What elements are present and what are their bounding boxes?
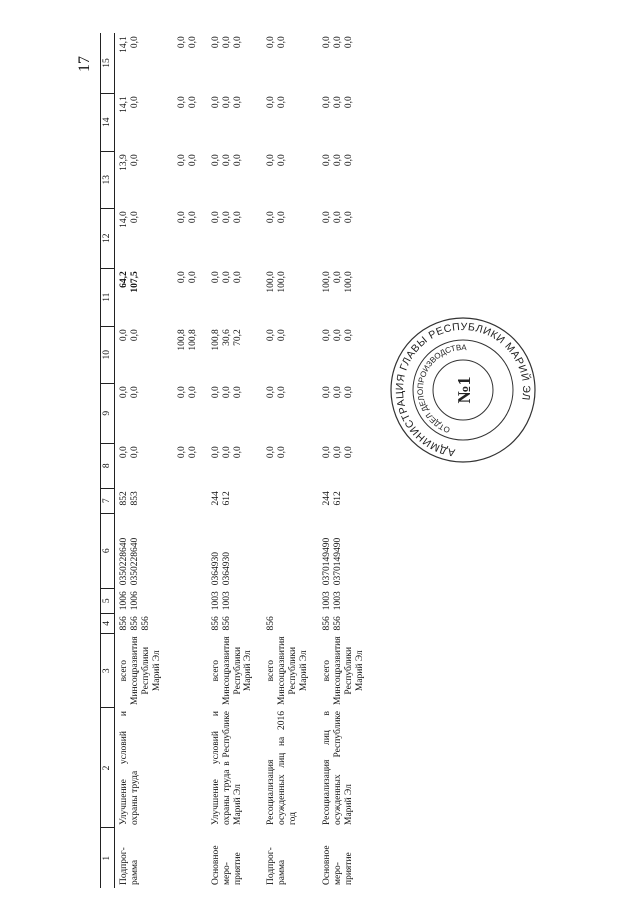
cell-line: 853 — [129, 491, 140, 506]
budget-table — [100, 33, 374, 888]
header-cell-2: 2 — [101, 708, 115, 828]
cell-line: 0,0 — [129, 96, 140, 109]
cell-line: 1006 — [129, 591, 140, 611]
cell-col-1 — [115, 828, 207, 888]
cell-line: 0,0 — [187, 386, 198, 399]
cell-line: 0,0 — [210, 36, 221, 49]
cell-col-5 — [262, 588, 318, 613]
cell-line: 0,0 — [210, 446, 221, 459]
cell-line: 100,0 — [266, 271, 277, 293]
cell-line: 0,0 — [232, 154, 243, 167]
cell-line: 0,0 — [266, 96, 277, 109]
cell-line: Марий Эл — [354, 650, 365, 692]
cell-col-3 — [207, 633, 263, 708]
cell-col-10 — [207, 326, 263, 383]
cell-line: 0,0 — [187, 154, 198, 167]
cell-line: Основное — [322, 845, 333, 885]
cell-col-1 — [207, 828, 263, 888]
cell-line: 0,0 — [322, 386, 333, 399]
cell-line: 0,0 — [322, 446, 333, 459]
cell-line: 0364930 — [221, 551, 232, 586]
cell-line: 0,0 — [277, 36, 288, 49]
cell-col-12 — [115, 208, 207, 268]
cell-line: Марий Эл — [243, 650, 254, 692]
cell-col-5 — [115, 588, 207, 613]
cell-col-15 — [318, 33, 374, 93]
cell-line: 0,0 — [210, 386, 221, 399]
spacer — [141, 329, 177, 380]
cell-line: 0350228640 — [119, 537, 129, 586]
cell-line: всего — [322, 660, 333, 682]
cell-col-15 — [262, 33, 318, 93]
cell-line: меро- — [221, 862, 232, 885]
cell-line: 0,0 — [332, 329, 343, 342]
cell-col-3 — [115, 633, 207, 708]
cell-line: 0,0 — [176, 96, 187, 109]
cell-line: 0,0 — [221, 154, 232, 167]
header-cell-7: 7 — [101, 488, 115, 513]
cell-line: 0,0 — [119, 386, 129, 399]
cell-line: 64,2 — [119, 271, 129, 288]
cell-col-13 — [115, 151, 207, 208]
cell-line: 0,0 — [266, 154, 277, 167]
cell-col-10 — [318, 326, 374, 383]
cell-line: 0,0 — [232, 446, 243, 459]
header-cell-1: 1 — [101, 828, 115, 888]
cell-line: 0,0 — [176, 154, 187, 167]
cell-line: Минсоцразвития — [332, 636, 343, 705]
cell-line: 100,0 — [277, 271, 288, 293]
cell-col-6 — [318, 513, 374, 588]
cell-col-8 — [262, 443, 318, 488]
cell-line: 0,0 — [221, 211, 232, 224]
cell-line: 0,0 — [176, 386, 187, 399]
cell-line: 0,0 — [221, 96, 232, 109]
cell-col-13 — [318, 151, 374, 208]
cell-line: 1003 — [332, 591, 343, 611]
cell-col-11 — [115, 268, 207, 326]
cell-line: приятие — [343, 852, 354, 885]
cell-col-12 — [262, 208, 318, 268]
cell-line: 0,0 — [187, 446, 198, 459]
table-row — [115, 33, 207, 888]
cell-col-9 — [115, 383, 207, 443]
table-row — [262, 33, 318, 888]
header-cell-4: 4 — [101, 613, 115, 633]
cell-col-2: Ресоциализация осужденных лиц на 2016 год — [266, 711, 299, 825]
header-cell-6: 6 — [101, 513, 115, 588]
spacer — [141, 446, 177, 485]
cell-col-4 — [318, 613, 374, 633]
spacer — [141, 211, 177, 265]
cell-col-6 — [262, 513, 318, 588]
cell-line: 0,0 — [343, 96, 354, 109]
cell-line: 0,0 — [332, 446, 343, 459]
cell-col-14 — [318, 93, 374, 151]
cell-line: Минсоцразвития — [277, 636, 288, 705]
cell-line: 0364930 — [210, 551, 221, 586]
cell-line: 0,0 — [277, 386, 288, 399]
cell-line: 0,0 — [221, 386, 232, 399]
cell-col-1 — [262, 828, 318, 888]
cell-line: Республики — [140, 646, 151, 695]
cell-line: 0,0 — [266, 36, 277, 49]
cell-line: Республики — [232, 646, 243, 695]
cell-col-12 — [207, 208, 263, 268]
cell-col-3 — [318, 633, 374, 708]
header-cell-9: 9 — [101, 383, 115, 443]
header-cell-12: 12 — [101, 208, 115, 268]
cell-col-5 — [207, 588, 263, 613]
cell-line: 0,0 — [210, 211, 221, 224]
cell-col-8 — [115, 443, 207, 488]
cell-line: 100,0 — [343, 271, 354, 293]
cell-line: 0,0 — [277, 154, 288, 167]
cell-line: 0,0 — [187, 271, 198, 284]
cell-line: 0,0 — [210, 96, 221, 109]
cell-line: всего — [266, 660, 277, 682]
cell-col-8 — [207, 443, 263, 488]
cell-col-10 — [115, 326, 207, 383]
cell-line: Республики — [288, 646, 299, 695]
cell-col-9 — [262, 383, 318, 443]
cell-line: 0,0 — [332, 386, 343, 399]
header-row — [101, 33, 115, 888]
cell-col-4 — [115, 613, 207, 633]
table-row — [318, 33, 374, 888]
cell-col-4 — [262, 613, 318, 633]
cell-line: 0,0 — [277, 211, 288, 224]
cell-line: Основное — [210, 845, 221, 885]
cell-col-7 — [207, 488, 263, 513]
cell-line: 856 — [140, 616, 151, 631]
cell-col-11 — [262, 268, 318, 326]
cell-line: 0,0 — [322, 329, 333, 342]
cell-line: 0,0 — [266, 329, 277, 342]
cell-line: 0,0 — [221, 446, 232, 459]
cell-line: 107,5 — [129, 271, 140, 293]
header-cell-15: 15 — [101, 33, 115, 93]
cell-line: всего — [119, 660, 129, 682]
cell-line: 30,6 — [221, 329, 232, 346]
cell-line: 0,0 — [277, 96, 288, 109]
cell-line: 0,0 — [332, 271, 343, 284]
cell-line: Марий Эл — [151, 650, 162, 692]
cell-line: 856 — [129, 616, 140, 631]
header-cell-13: 13 — [101, 151, 115, 208]
cell-line: 14,1 — [119, 96, 129, 113]
cell-line: 856 — [221, 616, 232, 631]
cell-col-14 — [207, 93, 263, 151]
cell-line: 0,0 — [322, 36, 333, 49]
cell-col-7 — [115, 488, 207, 513]
cell-line: 0350228640 — [129, 537, 140, 586]
cell-line: 0,0 — [332, 96, 343, 109]
cell-line: 244 — [322, 491, 333, 506]
cell-line: 0,0 — [221, 36, 232, 49]
cell-line: 0,0 — [232, 96, 243, 109]
cell-line: 0,0 — [343, 211, 354, 224]
stamp-number: №1 — [454, 376, 474, 404]
cell-col-11 — [318, 268, 374, 326]
cell-line: 1006 — [119, 591, 129, 611]
cell-line: 14,0 — [119, 211, 129, 228]
cell-col-14 — [115, 93, 207, 151]
cell-line: 0,0 — [129, 329, 140, 342]
cell-line: 0,0 — [266, 446, 277, 459]
cell-col-11 — [207, 268, 263, 326]
official-stamp — [388, 315, 538, 465]
cell-line: 14,1 — [119, 36, 129, 53]
cell-col-3 — [262, 633, 318, 708]
spacer — [141, 36, 177, 90]
cell-col-15 — [207, 33, 263, 93]
cell-line: 0,0 — [129, 154, 140, 167]
cell-col-10 — [262, 326, 318, 383]
cell-col-7 — [318, 488, 374, 513]
cell-line: 852 — [119, 491, 129, 506]
cell-line: 0,0 — [176, 271, 187, 284]
cell-col-4 — [207, 613, 263, 633]
cell-line: 244 — [210, 491, 221, 506]
cell-line: 100,8 — [176, 329, 187, 351]
cell-line: 0,0 — [129, 386, 140, 399]
cell-line: Марий Эл — [299, 650, 310, 692]
spacer — [141, 271, 177, 323]
cell-line: 0,0 — [277, 446, 288, 459]
cell-line: 856 — [266, 616, 277, 631]
spacer — [141, 154, 177, 205]
cell-line: 0,0 — [343, 386, 354, 399]
header-cell-3: 3 — [101, 633, 115, 708]
cell-line: 0,0 — [210, 154, 221, 167]
cell-line: Республики — [343, 646, 354, 695]
header-cell-14: 14 — [101, 93, 115, 151]
cell-col-8 — [318, 443, 374, 488]
cell-line: 0,0 — [176, 446, 187, 459]
cell-line: 0,0 — [232, 271, 243, 284]
cell-line: 612 — [332, 491, 343, 506]
cell-col-6 — [115, 513, 207, 588]
cell-line: 0370149490 — [322, 537, 333, 586]
cell-col-2: Ресоциализация лиц в осужденных Республике Марий Эл — [322, 711, 354, 825]
page-number: 17 — [76, 56, 93, 72]
cell-line: меро- — [332, 862, 343, 885]
cell-col-2: Улучшение условий и охраны труда в Республике Марий Эл — [210, 711, 243, 825]
cell-line: 0,0 — [343, 36, 354, 49]
cell-line: 100,8 — [210, 329, 221, 351]
cell-line: 612 — [221, 491, 232, 506]
cell-line: 0,0 — [210, 271, 221, 284]
cell-col-7 — [262, 488, 318, 513]
cell-line: 0,0 — [187, 211, 198, 224]
header-cell-5: 5 — [101, 588, 115, 613]
cell-col-14 — [262, 93, 318, 151]
cell-line: 0,0 — [266, 211, 277, 224]
cell-line: Подпрог- — [266, 847, 277, 885]
cell-line: 856 — [322, 616, 333, 631]
cell-line: 0,0 — [266, 386, 277, 399]
cell-line: рамма — [277, 859, 288, 885]
cell-line: всего — [210, 660, 221, 682]
cell-col-13 — [207, 151, 263, 208]
cell-line: приятие — [232, 852, 243, 885]
cell-line: 856 — [210, 616, 221, 631]
cell-line: 70,2 — [232, 329, 243, 346]
cell-line: 0,0 — [176, 36, 187, 49]
cell-line: 0,0 — [232, 386, 243, 399]
cell-line: 0,0 — [187, 36, 198, 49]
cell-col-15 — [115, 33, 207, 93]
cell-col-13 — [262, 151, 318, 208]
cell-line: 0,0 — [129, 211, 140, 224]
stamp-inner-text: ОТДЕЛ ДЕЛОПРОИЗВОДСТВА — [415, 342, 467, 435]
cell-line: 0,0 — [277, 329, 288, 342]
cell-col-1 — [318, 828, 374, 888]
cell-line: 100,0 — [322, 271, 333, 293]
cell-line: 1003 — [322, 591, 333, 611]
cell-line: 0,0 — [343, 446, 354, 459]
cell-col-6 — [207, 513, 263, 588]
cell-line: 1003 — [221, 591, 232, 611]
cell-line: 0,0 — [343, 329, 354, 342]
cell-line: 100,8 — [187, 329, 198, 351]
cell-line: 856 — [332, 616, 343, 631]
cell-line: Подпрог- — [119, 847, 129, 885]
cell-line: 0,0 — [221, 271, 232, 284]
cell-line: Минсоцразвития — [221, 636, 232, 705]
cell-line: рамма — [129, 859, 140, 885]
header-cell-11: 11 — [101, 268, 115, 326]
cell-line: 0,0 — [322, 96, 333, 109]
cell-line: 856 — [119, 616, 129, 631]
cell-line: 0,0 — [332, 36, 343, 49]
cell-line: 0,0 — [343, 154, 354, 167]
cell-line: 0,0 — [129, 36, 140, 49]
stamp-outer-text: АДМИНИСТРАЦИЯ ГЛАВЫ РЕСПУБЛИКИ МАРИЙ ЭЛ — [393, 320, 533, 459]
cell-col-2: Улучшение условий и охраны труда — [119, 711, 140, 825]
spacer — [141, 386, 177, 440]
cell-line: 1003 — [210, 591, 221, 611]
cell-line: 0,0 — [119, 446, 129, 459]
cell-line: 0,0 — [322, 154, 333, 167]
cell-line: 0,0 — [332, 154, 343, 167]
cell-line: 13,9 — [119, 154, 129, 171]
cell-col-9 — [207, 383, 263, 443]
cell-line: 0,0 — [232, 36, 243, 49]
spacer — [141, 96, 177, 148]
table-row — [207, 33, 263, 888]
cell-line: 0,0 — [332, 211, 343, 224]
cell-line: Минсоцразвития — [129, 636, 140, 705]
header-cell-8: 8 — [101, 443, 115, 488]
cell-line: 0,0 — [119, 329, 129, 342]
cell-line: 0,0 — [176, 211, 187, 224]
cell-line: 0,0 — [232, 211, 243, 224]
cell-line: 0,0 — [129, 446, 140, 459]
cell-line: 0,0 — [322, 211, 333, 224]
cell-line: 0,0 — [187, 96, 198, 109]
cell-col-12 — [318, 208, 374, 268]
cell-col-9 — [318, 383, 374, 443]
cell-line: 0370149490 — [332, 537, 343, 586]
header-cell-10: 10 — [101, 326, 115, 383]
cell-col-5 — [318, 588, 374, 613]
